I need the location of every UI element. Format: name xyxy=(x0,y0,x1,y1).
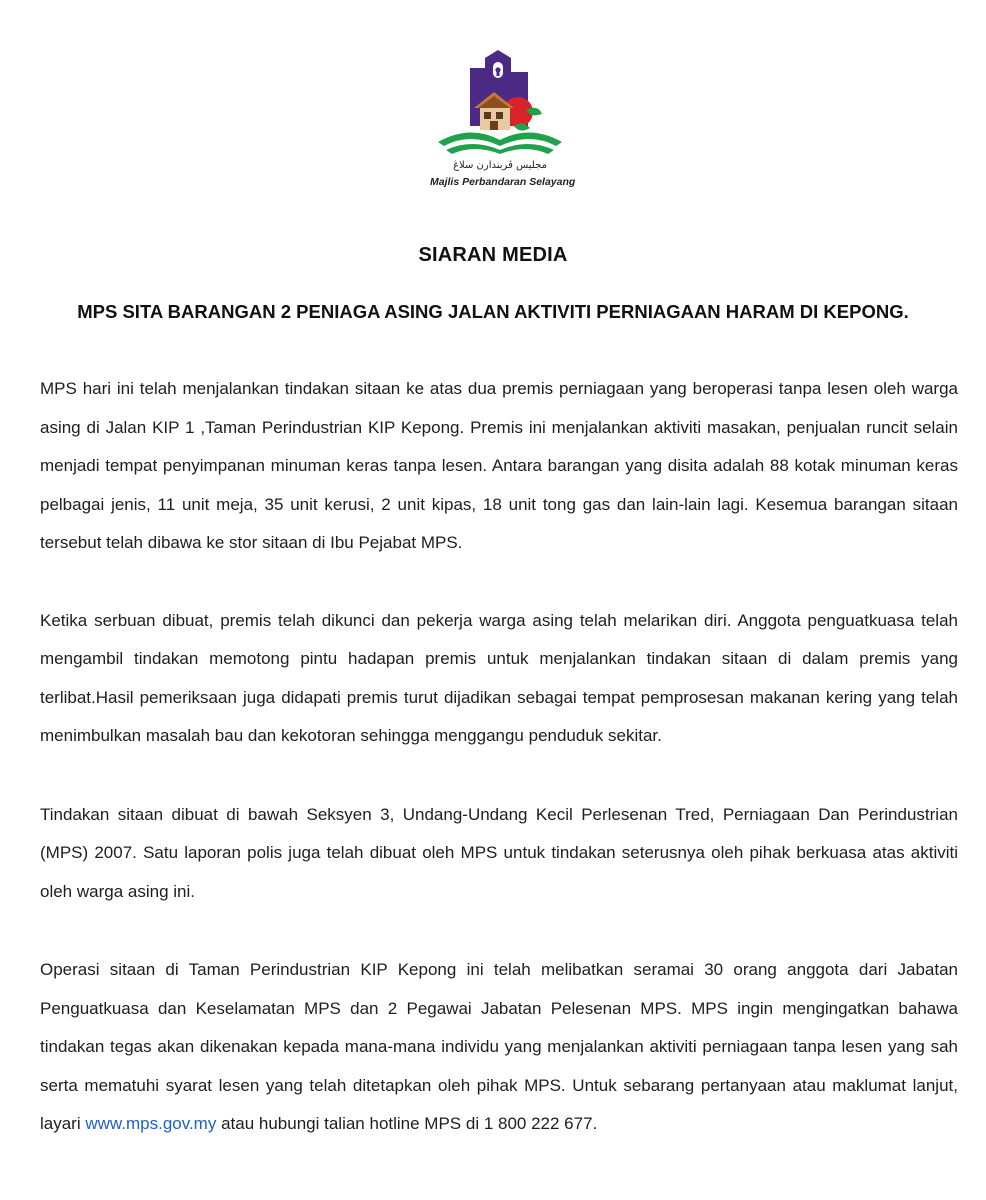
document-headline: MPS SITA BARANGAN 2 PENIAGA ASING JALAN AKTIVITI PERNIAGAAN HARAM DI KEPONG. xyxy=(77,301,909,322)
paragraph-4-text-b: atau hubungi talian hotline MPS di 1 800 222 677. xyxy=(216,1114,598,1133)
document-title: SIARAN MEDIA xyxy=(418,244,568,266)
document-body xyxy=(40,370,958,1183)
mps-logo xyxy=(430,50,576,200)
paragraph-3: Tindakan sitaan dibuat di bawah Seksyen 3, Undang-Undang Kecil Perlesenan Tred, Perniagaan Dan Perindustrian (MPS) 2007. Satu laporan polis juga telah dibuat oleh MPS untuk tindakan seterusnya oleh pihak berkuasa atas aktiviti oleh warga asing ini. xyxy=(40,804,958,901)
paragraph-1: MPS hari ini telah menjalankan tindakan sitaan ke atas dua premis perniagaan yang beroperasi tanpa lesen oleh warga asing di Jalan KIP 1 ,Taman Perindustrian KIP Kepong. Premis ini menjalankan aktiviti masakan, penjualan runcit selain menjadi tempat penyimpanan minuman keras tanpa lesen. Antara barangan yang disita adalah 88 kotak minuman keras pelbagai jenis, 11 unit meja, 35 unit kerusi, 2 unit kipas, 18 unit tong gas dan lain-lain lagi. Kesemua barangan sitaan tersebut telah dibawa ke stor sitaan di Ibu Pejabat MPS. xyxy=(40,379,958,552)
paragraph-4-text-a: Operasi sitaan di Taman Perindustrian KIP Kepong ini telah melibatkan seramai 30 orang anggota dari Jabatan Penguatkuasa dan Keselamatan MPS dan 2 Pegawai Jabatan Pelesenan MPS. MPS ingin mengingatkan bahawa tindakan tegas akan dikenakan kepada mana-mana individu yang menjalankan aktiviti perniagaan tanpa lesen yang sah serta mematuhi syarat lesen yang telah ditetapkan oleh pihak MPS. Untuk sebarang pertanyaan atau maklumat lanjut, layari xyxy=(40,960,958,1133)
mps-website-link[interactable]: www.mps.gov.my xyxy=(85,1114,217,1133)
mps-emblem-icon xyxy=(430,50,570,158)
paragraph-4 xyxy=(40,951,958,1144)
logo-name-text: Majlis Perbandaran Selayang xyxy=(430,176,576,188)
paragraph-2: Ketika serbuan dibuat, premis telah dikunci dan pekerja warga asing telah melarikan diri. Anggota penguatkuasa telah mengambil tindakan memotong pintu hadapan premis untuk menjalankan tindakan sitaan di dalam premis yang terlibat.Hasil pemeriksaan juga didapati premis turut dijadikan sebagai tempat pemprosesan makanan kering yang telah menimbulkan masalah bau dan kekotoran sehingga menggangu penduduk sekitar. xyxy=(40,610,958,745)
logo-jawi-text: مجليس ڤربندارن سلاڠ xyxy=(453,160,547,171)
